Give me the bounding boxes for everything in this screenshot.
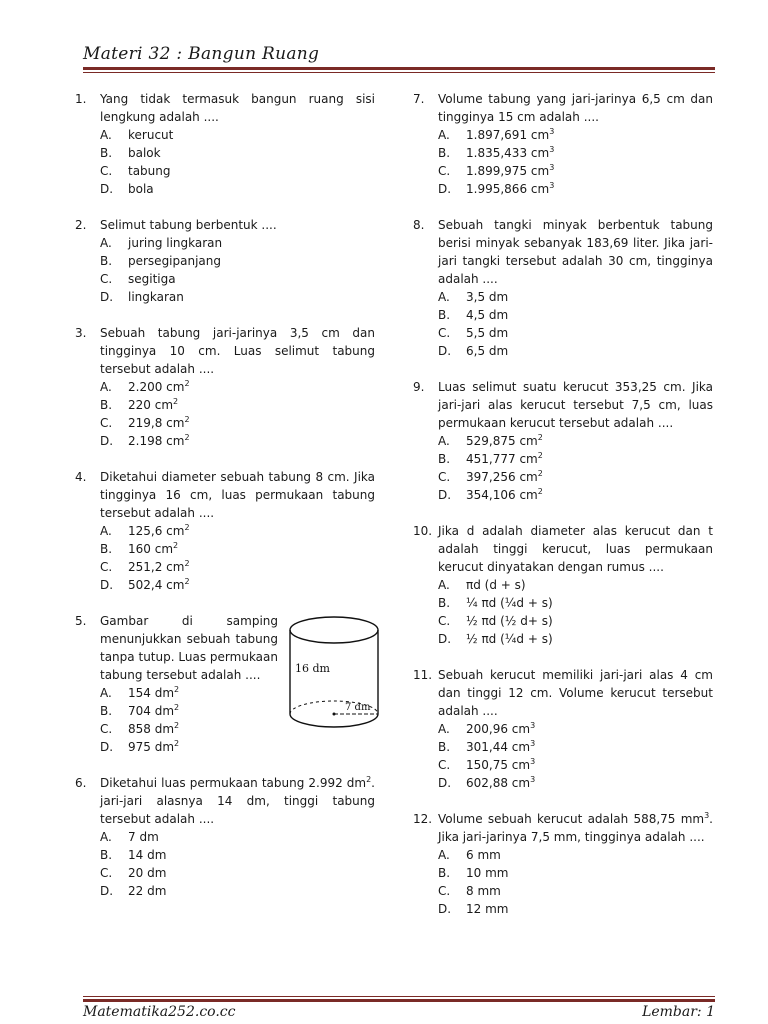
option-text: 160 cm	[128, 542, 174, 556]
option-d	[438, 180, 713, 198]
option-letter: D.	[438, 632, 452, 646]
option-letter: A.	[100, 686, 112, 700]
option-text: kerucut	[128, 128, 174, 142]
option-exponent: 2	[184, 379, 190, 388]
option-text: 6,5 dm	[466, 344, 509, 358]
option-b	[100, 540, 375, 558]
option-d	[100, 882, 375, 900]
base-center-dot	[333, 713, 336, 716]
option-text: 2.200 cm	[128, 380, 185, 394]
footer-sheet: Lembar: 1	[642, 1004, 715, 1020]
option-exponent: 3	[549, 163, 555, 172]
option-letter: D.	[438, 344, 452, 358]
option-text: 1.835,433 cm	[466, 146, 550, 160]
question-text: Diketahui diameter sebuah tabung 8 cm. Jika tingginya 16 cm, luas permukaan tabung tersebut adalah ....	[100, 470, 375, 520]
question-number: 2.	[75, 218, 87, 232]
option-text: 22 dm	[128, 884, 167, 898]
question-text	[100, 774, 375, 828]
option-text: balok	[128, 146, 161, 160]
option-c	[438, 468, 713, 486]
option-text: 1.995,866 cm	[466, 182, 550, 196]
option-c	[100, 558, 375, 576]
right-column	[413, 90, 713, 936]
question-12	[413, 810, 713, 918]
option-d	[100, 288, 375, 306]
page-title: Materi 32 : Bangun Ruang	[83, 44, 320, 64]
option-b	[100, 252, 375, 270]
option-letter: D.	[100, 182, 114, 196]
option-a	[100, 522, 375, 540]
option-exponent: 2	[537, 433, 543, 442]
option-d	[100, 576, 375, 594]
option-text: πd (d + s)	[466, 578, 526, 592]
option-d	[438, 774, 713, 792]
option-exponent: 2	[184, 433, 190, 442]
radius-label: 7 dm	[345, 702, 371, 713]
option-text: 8 mm	[466, 884, 501, 898]
option-exponent: 2	[537, 469, 543, 478]
question-11	[413, 666, 713, 792]
option-d	[438, 342, 713, 360]
option-c	[438, 756, 713, 774]
option-letter: C.	[438, 470, 451, 484]
option-exponent: 2	[184, 523, 190, 532]
option-text: 397,256 cm	[466, 470, 538, 484]
option-exponent: 2	[537, 487, 543, 496]
option-letter: C.	[100, 164, 113, 178]
option-text: 354,106 cm	[466, 488, 538, 502]
cylinder-top-rim	[290, 617, 378, 643]
option-letter: D.	[438, 902, 452, 916]
option-text: ¼ πd (¼d + s)	[466, 596, 553, 610]
option-d	[438, 486, 713, 504]
option-a	[438, 846, 713, 864]
option-text: 200,96 cm	[466, 722, 531, 736]
question-6	[75, 774, 375, 900]
option-b	[438, 450, 713, 468]
header-rule-thick	[83, 67, 715, 70]
option-letter: D.	[100, 578, 114, 592]
option-b	[438, 864, 713, 882]
option-exponent: 3	[530, 757, 536, 766]
header-rule-thin	[83, 72, 715, 73]
question-text-part: Volume sebuah kerucut adalah 588,75 mm	[438, 812, 705, 826]
option-exponent: 2	[184, 559, 190, 568]
option-text: 529,875 cm	[466, 434, 538, 448]
option-exponent: 2	[184, 577, 190, 586]
option-letter: B.	[438, 866, 451, 880]
footer-rule-thick	[83, 999, 715, 1002]
option-d	[100, 738, 278, 756]
option-exponent: 2	[184, 415, 190, 424]
option-text: 154 dm	[128, 686, 175, 700]
option-exponent: 2	[173, 541, 179, 550]
option-letter: C.	[100, 866, 113, 880]
option-a	[438, 720, 713, 738]
option-text: 6 mm	[466, 848, 501, 862]
question-number: 9.	[413, 380, 425, 394]
option-exponent: 2	[537, 451, 543, 460]
question-number: 7.	[413, 92, 425, 106]
option-c	[438, 882, 713, 900]
option-text: 858 dm	[128, 722, 175, 736]
option-text: 219,8 cm	[128, 416, 185, 430]
option-letter: B.	[438, 146, 451, 160]
option-letter: A.	[100, 380, 112, 394]
option-exponent: 3	[530, 775, 536, 784]
option-text: bola	[128, 182, 154, 196]
option-letter: B.	[100, 398, 113, 412]
option-letter: D.	[100, 740, 114, 754]
option-b	[100, 846, 375, 864]
question-text: Jika d adalah diameter alas kerucut dan t adalah tinggi kerucut, luas permukaan kerucut dinyatakan dengan rumus ....	[438, 524, 713, 574]
option-b	[438, 594, 713, 612]
question-1	[75, 90, 375, 198]
question-number: 1.	[75, 92, 87, 106]
option-c	[438, 612, 713, 630]
option-a	[438, 126, 713, 144]
option-exponent: 2	[174, 703, 180, 712]
open-cylinder-figure	[287, 614, 383, 734]
question-text-part: . jari-jari alasnya 14 dm, tinggi tabung tersebut adalah ....	[100, 776, 375, 826]
question-text: Gambar di samping menunjukkan sebuah tabung tanpa tutup. Luas permukaan tabung tersebut adalah ....	[100, 614, 278, 682]
option-letter: A.	[438, 722, 450, 736]
option-b	[100, 144, 375, 162]
question-text: Volume tabung yang jari-jarinya 6,5 cm dan tingginya 15 cm adalah ....	[438, 92, 713, 124]
option-b	[438, 738, 713, 756]
option-exponent: 2	[174, 721, 180, 730]
footer-rule-thin	[83, 996, 715, 997]
option-text: 975 dm	[128, 740, 175, 754]
option-a	[100, 378, 375, 396]
option-text: segitiga	[128, 272, 176, 286]
option-letter: A.	[438, 434, 450, 448]
option-letter: A.	[100, 236, 112, 250]
option-b	[438, 306, 713, 324]
question-8	[413, 216, 713, 360]
option-c	[100, 162, 375, 180]
option-exponent: 3	[530, 721, 536, 730]
question-number: 12.	[413, 812, 433, 826]
option-text: 1.899,975 cm	[466, 164, 550, 178]
option-letter: D.	[100, 290, 114, 304]
option-text: 301,44 cm	[466, 740, 531, 754]
option-letter: C.	[438, 614, 451, 628]
question-number: 10.	[413, 524, 433, 538]
option-b	[100, 702, 278, 720]
option-exponent: 3	[549, 127, 555, 136]
option-letter: C.	[438, 758, 451, 772]
option-exponent: 2	[174, 685, 180, 694]
option-exponent: 2	[174, 739, 180, 748]
option-text: 1.897,691 cm	[466, 128, 550, 142]
option-text: 125,6 cm	[128, 524, 185, 538]
option-a	[100, 126, 375, 144]
option-text: ½ πd (¼d + s)	[466, 632, 553, 646]
option-text: lingkaran	[128, 290, 184, 304]
question-text-part: . Jika jari-jarinya 7,5 mm, tingginya adalah ....	[438, 812, 713, 844]
option-letter: B.	[100, 146, 113, 160]
option-letter: A.	[438, 290, 450, 304]
option-letter: C.	[438, 884, 451, 898]
height-label: 16 dm	[295, 662, 330, 675]
option-letter: B.	[100, 254, 113, 268]
option-a	[438, 576, 713, 594]
option-text: persegipanjang	[128, 254, 222, 268]
option-letter: C.	[100, 416, 113, 430]
option-letter: B.	[100, 704, 113, 718]
option-c	[100, 720, 278, 738]
option-text: 4,5 dm	[466, 308, 509, 322]
option-letter: A.	[100, 830, 112, 844]
option-exponent: 3	[549, 181, 555, 190]
option-letter: B.	[100, 542, 113, 556]
option-text: 7 dm	[128, 830, 159, 844]
question-10	[413, 522, 713, 648]
option-d	[438, 900, 713, 918]
option-text: tabung	[128, 164, 171, 178]
option-text: 10 mm	[466, 866, 509, 880]
option-b	[100, 396, 375, 414]
option-text: 602,88 cm	[466, 776, 531, 790]
question-4	[75, 468, 375, 594]
option-c	[438, 324, 713, 342]
option-c	[438, 162, 713, 180]
option-letter: D.	[100, 434, 114, 448]
question-9	[413, 378, 713, 504]
option-text: ½ πd (½ d+ s)	[466, 614, 553, 628]
option-a	[100, 684, 278, 702]
option-letter: B.	[438, 452, 451, 466]
option-letter: D.	[438, 182, 452, 196]
option-a	[100, 234, 375, 252]
option-text: 502,4 cm	[128, 578, 185, 592]
question-3	[75, 324, 375, 450]
question-exponent: 3	[704, 811, 710, 820]
option-text: 451,777 cm	[466, 452, 538, 466]
question-text: Selimut tabung berbentuk ....	[100, 218, 277, 232]
question-number: 11.	[413, 668, 433, 682]
option-letter: C.	[438, 326, 451, 340]
option-letter: C.	[100, 272, 113, 286]
question-exponent: 2	[366, 775, 372, 784]
question-text: Sebuah tabung jari-jarinya 3,5 cm dan tingginya 10 cm. Luas selimut tabung tersebut adalah ....	[100, 326, 375, 376]
option-a	[100, 828, 375, 846]
option-letter: B.	[438, 308, 451, 322]
option-d	[100, 432, 375, 450]
option-exponent: 2	[173, 397, 179, 406]
option-c	[100, 270, 375, 288]
option-letter: B.	[100, 848, 113, 862]
option-letter: A.	[100, 128, 112, 142]
option-text: 5,5 dm	[466, 326, 509, 340]
question-number: 6.	[75, 776, 87, 790]
option-d	[438, 630, 713, 648]
option-letter: A.	[438, 848, 450, 862]
left-column	[75, 90, 375, 918]
option-letter: D.	[438, 776, 452, 790]
option-letter: C.	[100, 560, 113, 574]
option-c	[100, 864, 375, 882]
option-c	[100, 414, 375, 432]
option-letter: B.	[438, 596, 451, 610]
question-text: Luas selimut suatu kerucut 353,25 cm. Jika jari-jari alas kerucut tersebut 7,5 cm, luas permukaan kerucut tersebut adalah ....	[438, 380, 713, 430]
option-a	[438, 432, 713, 450]
option-letter: A.	[100, 524, 112, 538]
question-text: Yang tidak termasuk bangun ruang sisi lengkung adalah ....	[100, 92, 375, 124]
question-number: 5.	[75, 614, 87, 628]
option-text: 3,5 dm	[466, 290, 509, 304]
question-number: 4.	[75, 470, 87, 484]
question-5	[75, 612, 375, 756]
option-text: 2.198 cm	[128, 434, 185, 448]
option-text: 14 dm	[128, 848, 167, 862]
question-text	[438, 810, 713, 846]
cylinder-base-front	[290, 714, 378, 727]
option-text: 150,75 cm	[466, 758, 531, 772]
option-text: 251,2 cm	[128, 560, 185, 574]
question-text-part: Diketahui luas permukaan tabung 2.992 dm	[100, 776, 367, 790]
option-letter: A.	[438, 578, 450, 592]
option-text: 12 mm	[466, 902, 509, 916]
question-number: 3.	[75, 326, 87, 340]
option-a	[438, 288, 713, 306]
option-d	[100, 180, 375, 198]
option-letter: A.	[438, 128, 450, 142]
option-exponent: 3	[530, 739, 536, 748]
question-text: Sebuah kerucut memiliki jari-jari alas 4 cm dan tinggi 12 cm. Volume kerucut tersebut adalah ....	[438, 668, 713, 718]
option-letter: C.	[438, 164, 451, 178]
option-letter: D.	[438, 488, 452, 502]
question-7	[413, 90, 713, 198]
option-exponent: 3	[549, 145, 555, 154]
option-text: juring lingkaran	[128, 236, 223, 250]
option-text: 704 dm	[128, 704, 175, 718]
question-number: 8.	[413, 218, 425, 232]
question-text: Sebuah tangki minyak berbentuk tabung berisi minyak sebanyak 183,69 liter. Jika jari-jari tangki tersebut adalah 30 cm, tingginya adalah ....	[438, 218, 713, 286]
option-letter: C.	[100, 722, 113, 736]
option-b	[438, 144, 713, 162]
footer-site: Matematika252.co.cc	[83, 1004, 236, 1020]
question-2	[75, 216, 375, 306]
option-text: 20 dm	[128, 866, 167, 880]
option-text: 220 cm	[128, 398, 174, 412]
option-letter: B.	[438, 740, 451, 754]
option-letter: D.	[100, 884, 114, 898]
